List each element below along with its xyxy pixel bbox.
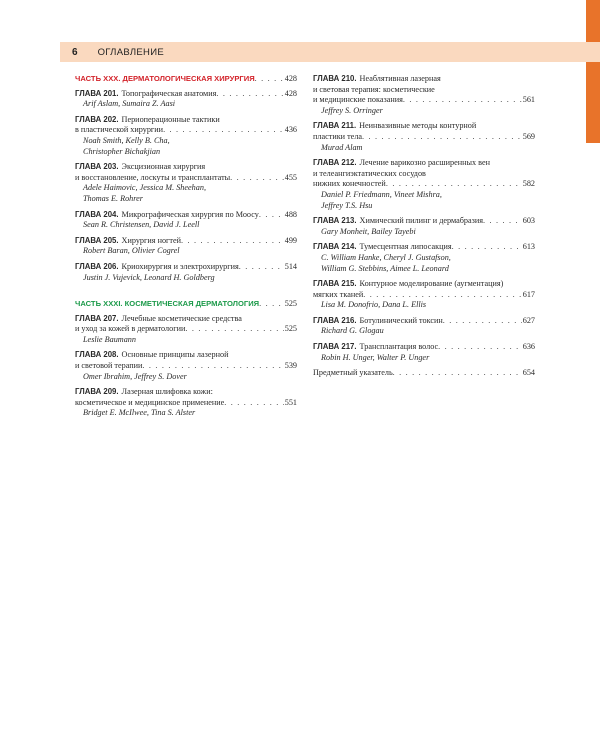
chapter-title: Трансплантация волос bbox=[359, 342, 439, 352]
page-ref: 525 bbox=[284, 299, 297, 309]
chapter-authors: Richard G. Glogau bbox=[321, 326, 384, 336]
toc-entry[interactable] bbox=[313, 242, 535, 274]
page-ref: 428 bbox=[284, 74, 297, 83]
toc-entry[interactable] bbox=[75, 210, 297, 231]
page-ref: 582 bbox=[522, 179, 535, 189]
entry-title-line bbox=[75, 324, 297, 335]
page-ref: 561 bbox=[522, 95, 535, 105]
chapter-title: и медицинские показания bbox=[313, 95, 403, 105]
chapter-title: Неинвазивные методы контурной bbox=[359, 121, 477, 131]
chapter-authors: Thomas E. Rohrer bbox=[83, 193, 143, 203]
entry-title-line bbox=[75, 115, 297, 126]
dot-leader bbox=[230, 173, 284, 184]
chapter-authors: Jeffrey T.S. Hsu bbox=[321, 200, 373, 210]
chapter-title: косметическое и медицинское применение bbox=[75, 397, 225, 407]
dot-leader bbox=[259, 210, 284, 221]
chapter-label: ГЛАВА 208. bbox=[75, 350, 119, 360]
chapter-label: ГЛАВА 207. bbox=[75, 313, 119, 323]
dot-leader bbox=[438, 342, 522, 353]
chapter-title: Тумесцентная липосакция bbox=[359, 242, 452, 252]
chapter-title: Неаблятивная лазерная bbox=[359, 74, 441, 83]
chapter-authors: Gary Monheit, Bailey Tayebi bbox=[321, 226, 416, 236]
page-header bbox=[60, 42, 600, 62]
page-ref: 613 bbox=[522, 242, 535, 252]
dot-leader bbox=[443, 316, 522, 327]
chapter-title: и уход за кожей в дерматологии bbox=[75, 324, 186, 334]
chapter-label: ГЛАВА 211. bbox=[313, 121, 357, 131]
chapter-label: ГЛАВА 201. bbox=[75, 88, 119, 98]
chapter-label: ГЛАВА 217. bbox=[313, 342, 357, 352]
page-ref: 551 bbox=[284, 397, 297, 407]
toc-entry[interactable] bbox=[313, 279, 535, 311]
dot-leader bbox=[452, 242, 522, 253]
entry-title-line bbox=[75, 236, 297, 247]
chapter-label: ГЛАВА 202. bbox=[75, 114, 119, 124]
chapter-label: ГЛАВА 212. bbox=[313, 158, 357, 168]
entry-title-line bbox=[75, 125, 297, 136]
chapter-authors: Sean R. Christensen, David J. Leell bbox=[83, 220, 200, 230]
dot-leader bbox=[386, 179, 522, 190]
dot-leader bbox=[362, 132, 522, 143]
toc-entry[interactable] bbox=[75, 387, 297, 419]
chapter-label: ГЛАВА 213. bbox=[313, 216, 357, 226]
chapter-label: ГЛАВА 216. bbox=[313, 315, 357, 325]
page-ref: 488 bbox=[284, 209, 297, 219]
entry-title-line bbox=[75, 210, 297, 221]
page-ref: 569 bbox=[522, 131, 535, 141]
chapter-title: Химический пилинг и дермабразия bbox=[359, 216, 484, 226]
chapter-title: Эксцизионная хирургия bbox=[121, 162, 206, 172]
chapter-title: в пластической хирургии bbox=[75, 125, 164, 135]
toc-entry[interactable] bbox=[313, 216, 535, 237]
dot-leader bbox=[363, 290, 521, 301]
dot-leader bbox=[181, 236, 284, 247]
chapter-title: Лазерная шлифовка кожи: bbox=[121, 387, 213, 397]
page-ref: 514 bbox=[284, 261, 297, 271]
toc-left-column bbox=[75, 74, 297, 424]
entry-title-line bbox=[75, 398, 297, 409]
toc-entry[interactable] bbox=[313, 316, 535, 337]
dot-leader bbox=[224, 398, 283, 409]
chapter-title: нижних конечностей bbox=[313, 179, 386, 189]
entry-title-line bbox=[75, 262, 297, 273]
chapter-label: ГЛАВА 215. bbox=[313, 279, 357, 289]
chapter-authors: Murad Alam bbox=[321, 142, 363, 152]
chapter-title: Ботулинический токсин bbox=[359, 315, 443, 325]
page-ref: 525 bbox=[284, 324, 297, 334]
part-heading[interactable]: ЧАСТЬ XXXI. КОСМЕТИЧЕСКАЯ ДЕРМАТОЛОГИЯ . . . 525 bbox=[75, 299, 297, 310]
chapter-label: ГЛАВА 209. bbox=[75, 387, 119, 397]
page-ref: 455 bbox=[284, 172, 297, 182]
chapter-authors: C. William Hanke, Cheryl J. Gustafson, bbox=[321, 252, 451, 262]
toc-entry[interactable] bbox=[313, 74, 535, 116]
chapter-title: Основные принципы лазерной bbox=[121, 350, 229, 360]
chapter-authors: Daniel P. Friedmann, Vineet Mishra, bbox=[321, 189, 442, 199]
dot-leader bbox=[483, 216, 522, 227]
entry-title-line bbox=[313, 85, 535, 96]
page-ref: 436 bbox=[284, 125, 297, 135]
part-heading[interactable]: ЧАСТЬ XXX. ДЕРМАТОЛОГИЧЕСКАЯ ХИРУРГИЯ . . . 428 bbox=[75, 74, 297, 85]
chapter-authors: Christopher Bichakjian bbox=[83, 146, 161, 156]
toc-entry[interactable] bbox=[313, 342, 535, 363]
entry-title-line bbox=[75, 173, 297, 184]
chapter-title: пластики тела bbox=[313, 131, 363, 141]
chapter-title: и телеангиэктатических сосудов bbox=[313, 168, 426, 178]
chapter-title: Хирургия ногтей bbox=[121, 235, 181, 245]
chapter-authors: Lisa M. Donofrio, Dana L. Ellis bbox=[321, 300, 427, 310]
entry-title-line bbox=[313, 121, 535, 132]
dot-leader bbox=[142, 361, 283, 372]
chapter-authors: Robert Baran, Olivier Cogrel bbox=[83, 246, 180, 256]
chapter-authors: Jeffrey S. Orringer bbox=[321, 105, 383, 115]
toc-entry[interactable] bbox=[75, 89, 297, 110]
page-title: ОГЛАВЛЕНИЕ bbox=[97, 46, 164, 58]
page-ref: 603 bbox=[522, 216, 535, 226]
page-ref: 617 bbox=[522, 289, 535, 299]
chapter-label: ГЛАВА 205. bbox=[75, 235, 119, 245]
dot-leader bbox=[163, 125, 284, 136]
page-number: 6 bbox=[72, 46, 78, 58]
chapter-authors: Bridget E. McIlwee, Tina S. Alster bbox=[83, 408, 196, 418]
chapter-list bbox=[313, 74, 535, 363]
side-color-strip bbox=[586, 0, 600, 143]
chapter-authors: Justin J. Vujevick, Leonard H. Goldberg bbox=[83, 272, 215, 282]
page-ref: 539 bbox=[284, 361, 297, 371]
entry-title-line bbox=[313, 279, 535, 290]
toc-entry[interactable] bbox=[75, 162, 297, 204]
toc-right-column bbox=[313, 74, 535, 384]
chapter-authors: Leslie Baumann bbox=[83, 334, 136, 344]
index-entry[interactable]: Предметный указатель . . . 654 bbox=[313, 368, 535, 379]
chapter-title: Топографическая анатомия bbox=[121, 88, 217, 98]
chapter-authors: William G. Stebbins, Aimee L. Leonard bbox=[321, 263, 449, 273]
toc-entry[interactable] bbox=[313, 158, 535, 211]
toc-entry[interactable] bbox=[313, 121, 535, 153]
entry-title-line bbox=[313, 179, 535, 190]
page-ref: 499 bbox=[284, 235, 297, 245]
chapter-authors: Robin H. Unger, Walter P. Unger bbox=[321, 352, 430, 362]
chapter-label: ГЛАВА 203. bbox=[75, 162, 119, 172]
entry-title-line bbox=[313, 132, 535, 143]
entry-title-line bbox=[313, 242, 535, 253]
chapter-authors: Noah Smith, Kelly B. Cha, bbox=[83, 135, 170, 145]
entry-title-line bbox=[75, 361, 297, 372]
page-ref: 627 bbox=[522, 315, 535, 325]
entry-title-line bbox=[313, 316, 535, 327]
page-ref: 654 bbox=[522, 368, 535, 378]
entry-title-line bbox=[75, 350, 297, 361]
dot-leader bbox=[185, 324, 283, 335]
chapter-title: Периоперационные тактики bbox=[121, 114, 220, 124]
chapter-title: Криохирургия и электрохирургия bbox=[121, 261, 239, 271]
entry-title-line bbox=[75, 387, 297, 398]
entry-title-line bbox=[313, 95, 535, 106]
chapter-list bbox=[75, 89, 297, 284]
entry-title-line bbox=[313, 216, 535, 227]
toc-entry[interactable] bbox=[75, 262, 297, 283]
toc-entry[interactable] bbox=[75, 115, 297, 157]
entry-title-line bbox=[75, 89, 297, 100]
chapter-title: и восстановление, лоскуты и трансплантаты bbox=[75, 172, 231, 182]
chapter-title: Контурное моделирование (аугментация) bbox=[359, 279, 504, 289]
chapter-label: ГЛАВА 210. bbox=[313, 74, 357, 83]
chapter-label: ГЛАВА 206. bbox=[75, 261, 119, 271]
dot-leader bbox=[239, 262, 284, 273]
entry-title-line bbox=[75, 162, 297, 173]
chapter-list bbox=[75, 314, 297, 419]
chapter-title: мягких тканей bbox=[313, 289, 364, 299]
chapter-authors: Adele Haimovic, Jessica M. Sheehan, bbox=[83, 183, 206, 193]
chapter-label: ГЛАВА 204. bbox=[75, 209, 119, 219]
toc-entry[interactable] bbox=[75, 236, 297, 257]
page-ref: 636 bbox=[522, 342, 535, 352]
toc-entry[interactable] bbox=[75, 350, 297, 382]
entry-title-line bbox=[313, 290, 535, 301]
dot-leader bbox=[403, 95, 522, 106]
dot-leader bbox=[216, 89, 283, 100]
entry-title-line bbox=[313, 342, 535, 353]
entry-title-line bbox=[313, 169, 535, 180]
chapter-authors: Arif Aslam, Sumaira Z. Aasi bbox=[83, 99, 176, 109]
entry-title-line bbox=[313, 158, 535, 169]
chapter-label: ГЛАВА 214. bbox=[313, 242, 357, 252]
entry-title-line bbox=[313, 74, 535, 85]
chapter-title: Лечебные косметические средства bbox=[121, 313, 242, 323]
page-ref: 428 bbox=[284, 88, 297, 98]
entry-title-line bbox=[75, 314, 297, 325]
chapter-title: Микрографическая хирургия по Моосу bbox=[121, 209, 259, 219]
toc-entry[interactable] bbox=[75, 314, 297, 346]
chapter-title: Лечение варикозно расширенных вен bbox=[359, 158, 490, 168]
chapter-title: и световая терапия: косметические bbox=[313, 84, 435, 94]
chapter-authors: Omer Ibrahim, Jeffrey S. Dover bbox=[83, 371, 187, 381]
chapter-title: и световой терапии bbox=[75, 361, 143, 371]
